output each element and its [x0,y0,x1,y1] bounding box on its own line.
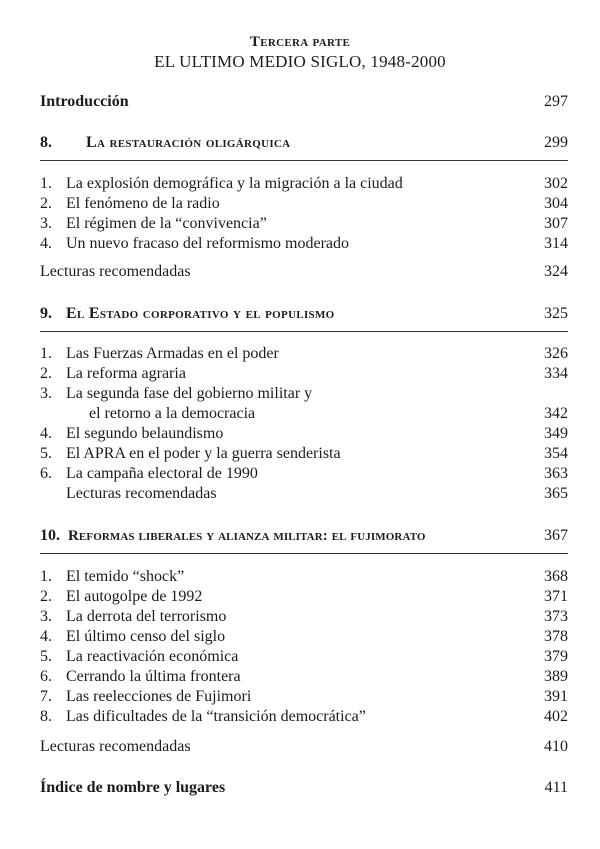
item-title: El segundo belaundismo [66,425,224,442]
page-number: 342 [544,405,568,422]
page-number: 391 [544,688,568,705]
toc-item [40,384,568,404]
toc-item [40,444,568,464]
toc-item [40,707,568,727]
page-number: 402 [544,708,568,725]
chapter-heading-10 [40,526,568,546]
item-title: Un nuevo fracaso del reformismo moderado [66,235,350,252]
toc-item [40,587,568,607]
item-number: 4. [40,628,52,645]
chapter-number: 8. [40,134,52,151]
item-number: 7. [40,688,52,705]
page-number: 334 [544,365,568,382]
toc-item [40,667,568,687]
item-number: 2. [40,195,52,212]
item-title: La explosión demográfica y la migración a la ciudad [66,175,403,192]
page-number: 378 [544,628,568,645]
item-title: La segunda fase del gobierno militar y [66,385,313,402]
page-number: 373 [544,608,568,625]
page-number: 302 [544,175,568,192]
page-number: 389 [544,668,568,685]
chapter-title: Reformas liberales y alianza militar: el fujimorato [68,528,426,544]
toc-item [40,174,568,194]
divider [40,553,568,554]
chapter-heading-9 [40,304,568,324]
chapter-title: La restauración oligárquica [86,134,291,151]
toc-item-readings [40,262,568,282]
item-title: La derrota del terrorismo [66,608,227,625]
toc-item [40,364,568,384]
toc-item [40,194,568,214]
item-number: 3. [40,385,52,402]
part-label: Tercera parte [249,34,351,50]
toc-item [40,424,568,444]
item-title: Las Fuerzas Armadas en el poder [66,345,279,362]
page-number: 354 [544,445,568,462]
item-number: 5. [40,445,52,462]
toc-item [40,464,568,484]
item-title: El fenómeno de la radio [66,195,220,212]
item-number: 1. [40,345,52,362]
item-number: 3. [40,608,52,625]
divider [40,160,568,161]
part-title: EL ULTIMO MEDIO SIGLO, 1948-2000 [154,52,446,71]
item-number: 2. [40,588,52,605]
toc-item [40,687,568,707]
item-number: 1. [40,568,52,585]
item-title: La campaña electoral de 1990 [66,465,258,482]
toc-item-continuation [40,404,568,424]
page-number: 299 [544,134,568,151]
item-number: 4. [40,425,52,442]
item-title: Las dificultades de la “transición democrática” [66,708,366,725]
item-number: 8. [40,708,52,725]
page-number: 411 [544,779,568,796]
page-number: 297 [544,93,568,110]
entry-label: Introducción [40,93,129,110]
chapter-number: 10. [40,527,60,544]
item-number: 6. [40,668,52,685]
page-number: 324 [544,263,568,280]
item-number: 5. [40,648,52,665]
toc-item [40,627,568,647]
item-title: El temido “shock” [66,568,185,585]
toc-item [40,214,568,234]
item-title: Las reelecciones de Fujimori [66,688,252,705]
item-title: El régimen de la “convivencia” [66,215,267,232]
divider [40,331,568,332]
page-number: 349 [544,425,568,442]
item-title: Lecturas recomendadas [40,738,191,755]
item-number: 3. [40,215,52,232]
toc-item [40,234,568,254]
toc-item-readings [40,737,568,757]
toc-item [40,647,568,667]
item-title: El último censo del siglo [66,628,226,645]
page-number: 371 [544,588,568,605]
toc-item [40,344,568,364]
item-title: Lecturas recomendadas [40,263,191,280]
page-number: 307 [544,215,568,232]
entry-label: Índice de nombre y lugares [40,779,226,796]
toc-item [40,607,568,627]
page-number: 368 [544,568,568,585]
item-title: La reforma agraria [66,365,186,382]
item-title: Cerrando la última frontera [66,668,241,685]
item-number: 1. [40,175,52,192]
toc-item [40,567,568,587]
item-title: El autogolpe de 1992 [66,588,203,605]
page-number: 325 [544,305,568,322]
page-number: 367 [544,527,568,544]
item-title: La reactivación económica [66,648,239,665]
page-number: 326 [544,345,568,362]
page-number: 410 [544,738,568,755]
item-number: 2. [40,365,52,382]
chapter-number: 9. [40,305,52,322]
chapter-title: El Estado corporativo y el populismo [66,305,335,322]
page-number: 379 [544,648,568,665]
page-number: 314 [544,235,568,252]
item-number: 6. [40,465,52,482]
item-title: Lecturas recomendadas [66,485,217,502]
item-title: El APRA en el poder y la guerra senderista [66,445,341,462]
item-number: 4. [40,235,52,252]
page-number: 363 [544,465,568,482]
page-number: 304 [544,195,568,212]
item-title: el retorno a la democracia [89,405,256,422]
toc-item-readings [40,484,568,504]
toc-entry-introduction [40,92,568,112]
chapter-heading-8 [40,133,568,153]
toc-entry-index [40,778,568,798]
page-number: 365 [544,485,568,502]
